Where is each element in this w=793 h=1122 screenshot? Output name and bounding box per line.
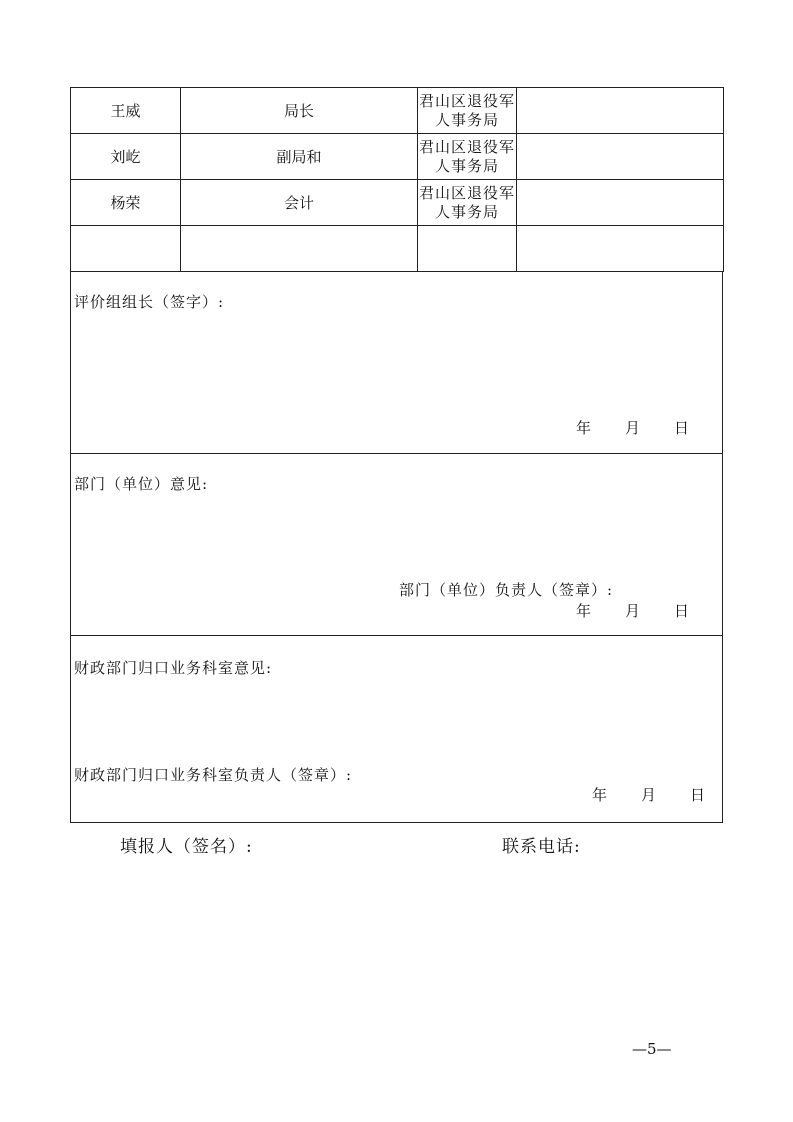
member-unit: 君山区退役军 人事务局 xyxy=(418,88,517,134)
table-row xyxy=(71,88,724,134)
date-year: 年 xyxy=(576,602,592,620)
department-head-signature-label: 部门（单位）负责人（签章）: xyxy=(399,581,614,599)
member-position: 局长 xyxy=(181,88,418,134)
member-note[interactable] xyxy=(517,226,724,272)
department-signature-date xyxy=(576,600,689,621)
date-day: 日 xyxy=(690,786,706,804)
finance-head-signature-label: 财政部门归口业务科室负责人（签章）: xyxy=(74,766,353,784)
evaluation-members-table xyxy=(70,87,724,272)
member-unit: 君山区退役军 人事务局 xyxy=(418,180,517,226)
member-note[interactable] xyxy=(517,88,724,134)
date-month: 月 xyxy=(625,602,641,620)
department-opinion-label: 部门（单位）意见: xyxy=(74,475,209,493)
finance-signature-date xyxy=(592,784,705,805)
member-name[interactable] xyxy=(71,226,181,272)
date-month: 月 xyxy=(625,419,641,437)
finance-opinion-section[interactable] xyxy=(70,636,723,823)
page-number: —5— xyxy=(632,1040,672,1058)
date-month: 月 xyxy=(641,786,657,804)
department-opinion-section[interactable] xyxy=(70,454,723,636)
member-position: 会计 xyxy=(181,180,418,226)
leader-signature-label: 评价组组长（签字）: xyxy=(74,293,225,311)
date-day: 日 xyxy=(674,602,690,620)
finance-opinion-label: 财政部门归口业务科室意见: xyxy=(74,659,273,677)
table-row xyxy=(71,226,724,272)
member-name: 刘屹 xyxy=(71,134,181,180)
date-day: 日 xyxy=(674,419,690,437)
contact-phone-label: 联系电话: xyxy=(502,837,581,857)
member-position[interactable] xyxy=(181,226,418,272)
member-note[interactable] xyxy=(517,134,724,180)
filler-signature-label: 填报人（签名）: xyxy=(120,837,253,857)
date-year: 年 xyxy=(576,419,592,437)
member-name: 杨荣 xyxy=(71,180,181,226)
leader-signature-section[interactable] xyxy=(70,271,723,454)
member-note[interactable] xyxy=(517,180,724,226)
date-year: 年 xyxy=(592,786,608,804)
member-unit: 君山区退役军 人事务局 xyxy=(418,134,517,180)
table-row xyxy=(71,134,724,180)
member-name: 王威 xyxy=(71,88,181,134)
member-unit[interactable] xyxy=(418,226,517,272)
leader-signature-date xyxy=(576,417,689,438)
member-position: 副局和 xyxy=(181,134,418,180)
table-row xyxy=(71,180,724,226)
